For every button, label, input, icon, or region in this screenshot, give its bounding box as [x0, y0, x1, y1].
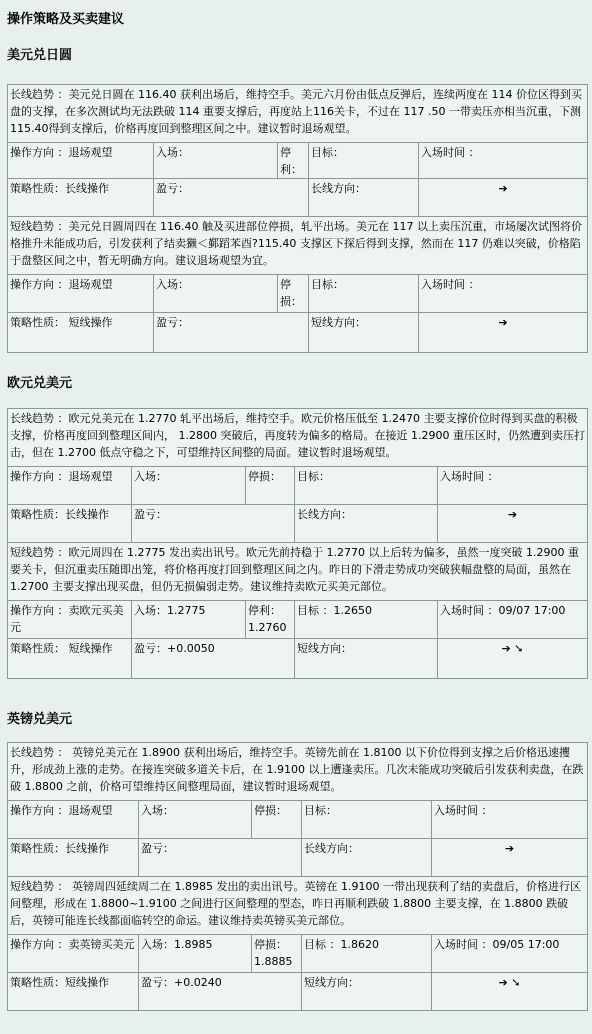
direction-arrow-icon: ➔ — [498, 316, 508, 329]
pnl-cell: 盈亏： — [132, 505, 295, 543]
stop-cell: 停损：1.8885 — [252, 935, 302, 973]
entry-cell: 入场：1.2775 — [132, 601, 246, 639]
direction-cell: 操作方向 ：退场观望 — [8, 801, 139, 839]
direction-label-cell: 长线方向： — [295, 505, 438, 543]
pnl-cell: 盈亏：+0.0050 — [132, 639, 295, 679]
direction-cell: 操作方向 ：退场观望 — [8, 467, 132, 505]
direction-label-cell: 长线方向： — [302, 839, 432, 877]
stop-cell: 停损： — [278, 275, 309, 313]
direction-cell: 操作方向 ：卖欧元买美元 — [8, 601, 132, 639]
direction-label-cell: 短线方向： — [302, 973, 432, 1011]
short-trend-text: 短线趋势 ：美元兑日圆周四在 116.40 触及买进部位停损，轧平出场。美元在 117 以上卖压沉重，市场屡次试图将价格推升未能成功后，引发获利了结卖獭＜鄞蹈苯酉?115.40 支撑区下探后得到支撑，然而在 117 仍难以突破，价格陷于盘整区间之中，暂无明确方向。建议退场观望为宜。 — [8, 217, 588, 275]
target-cell: 目标 ：1.8620 — [302, 935, 432, 973]
entry-cell: 入场：1.8985 — [139, 935, 252, 973]
nature-cell: 策略性质：短线操作 — [8, 973, 139, 1011]
nature-cell: 策略性质：长线操作 — [8, 505, 132, 543]
page-title: 操作策略及买卖建议 — [7, 12, 125, 27]
direction-label-cell: 长线方向： — [309, 179, 419, 217]
entry-cell: 入场： — [139, 801, 252, 839]
direction-arrow-icon: ➔ ➘ — [498, 976, 521, 989]
nature-cell: 策略性质：长线操作 — [8, 839, 139, 877]
entry-time-cell: 入场时间 ：09/07 17:00 — [438, 601, 588, 639]
short-trend-text: 短线趋势 ： 英镑周四延续周二在 1.8985 发出的卖出讯号。英镑在 1.9100 一带出现获利了结的卖盘后，价格进行区间整理，形成在 1.8800~1.9100 之间进行区间整理的型态，昨日再顺利跌破 1.8800 主要支撑，在 1.8800 跌破后，英镑可能连长线都面临转空的命运。建议维持卖英镑买美元部位。 — [8, 877, 588, 935]
direction-label-cell: 短线方向： — [309, 313, 419, 353]
entry-time-cell: 入场时间 ： — [432, 801, 588, 839]
direction-arrow-icon: ➔ — [504, 842, 515, 855]
entry-cell: 入场： — [154, 143, 278, 179]
direction-label-cell: 短线方向： — [295, 639, 438, 679]
long-trend-text: 长线趋势 ：美元兑日圆在 116.40 获利出场后，维持空手。美元六月份由低点反弹后，连续两度在 114 价位区得到买盘的支撑，在多次测试均无法跌破 114 重要支撑后，再度站上116关卡，不过在 117 .50 一带卖压亦相当沉重，下测115.40得到支撑后，价格再度回到整理区间之中。建议暂时退场观望。 — [8, 85, 588, 143]
target-cell: 目标： — [309, 275, 419, 313]
pnl-cell: 盈亏： — [139, 839, 302, 877]
nature-cell: 策略性质：长线操作 — [8, 179, 154, 217]
long-trend-text: 长线趋势 ： 英镑兑美元在 1.8900 获利出场后，维持空手。英镑先前在 1.8100 以下价位得到支撑之后价格迅速攫升，形成劲上涨的走势。在接连突破多道关卡后，在 1.9100 以上遭逢卖压。几次未能成功突破后引发获利卖盘，在跌破 1.8800 之前，价格可望维持区间整理局面，建议暂时退场观望。 — [8, 743, 588, 801]
entry-time-cell: 入场时间 ：09/05 17:00 — [432, 935, 588, 973]
entry-time-cell: 入场时间 ： — [419, 275, 588, 313]
target-cell: 目标： — [309, 143, 419, 179]
stop-cell: 停损： — [252, 801, 302, 839]
section-title-usdjpy: 美元兑日圆 — [7, 48, 73, 63]
target-cell: 目标： — [295, 467, 438, 505]
long-trend-text: 长线趋势 ：欧元兑美元在 1.2770 轧平出场后，维持空手。欧元价格压低至 1.2470 主要支撑价位时得到买盘的积极支撑，价格再度回到整理区间内， 1.2800 突破后，再度转为偏多的格局。在接近 1.2900 重压区时，仍然遭到卖压打击，但在 1.2700 低点守稳之下，可望维持区间整的局面。建议暂时退场观望。 — [8, 409, 588, 467]
section-title-gbpusd: 英镑兑美元 — [7, 712, 73, 727]
stop-cell: 停利： — [278, 143, 309, 179]
entry-cell: 入场： — [132, 467, 246, 505]
direction-arrow-icon: ➔ ➘ — [501, 642, 524, 655]
stop-cell: 停损： — [246, 467, 295, 505]
entry-cell: 入场： — [154, 275, 278, 313]
entry-time-cell: 入场时间 ： — [438, 467, 588, 505]
nature-cell: 策略性质： 短线操作 — [8, 313, 154, 353]
direction-arrow-icon: ➔ — [507, 508, 518, 521]
direction-cell: 操作方向 ：卖英镑买美元 — [8, 935, 139, 973]
direction-cell: 操作方向 ：退场观望 — [8, 275, 154, 313]
stop-cell: 停利：1.2760 — [246, 601, 295, 639]
usdjpy-strategy-table — [7, 84, 588, 353]
pnl-cell: 盈亏： — [154, 179, 309, 217]
short-trend-text: 短线趋势 ：欧元周四在 1.2775 发出卖出讯号。欧元先前持稳于 1.2770 以上后转为偏多，虽然一度突破 1.2900 重要关卡，但沉重卖压随即出笼，将价格再度打回到整理区间之内。昨日的下滑走势成功突破狭幅盘整的局面，虽然在 1.2700 主要支撑出现买盘，但仍无损偏弱走势。建议维持卖欧元买美元部位。 — [8, 543, 588, 601]
eurusd-strategy-table — [7, 408, 588, 679]
pnl-cell: 盈亏： — [154, 313, 309, 353]
section-title-eurusd: 欧元兑美元 — [7, 376, 73, 391]
nature-cell: 策略性质： 短线操作 — [8, 639, 132, 679]
target-cell: 目标： — [302, 801, 432, 839]
entry-time-cell: 入场时间 ： — [419, 143, 588, 179]
direction-cell: 操作方向 ：退场观望 — [8, 143, 154, 179]
pnl-cell: 盈亏：+0.0240 — [139, 973, 302, 1011]
target-cell: 目标 ：1.2650 — [295, 601, 438, 639]
gbpusd-strategy-table — [7, 742, 588, 1011]
direction-arrow-icon: ➔ — [498, 182, 508, 195]
